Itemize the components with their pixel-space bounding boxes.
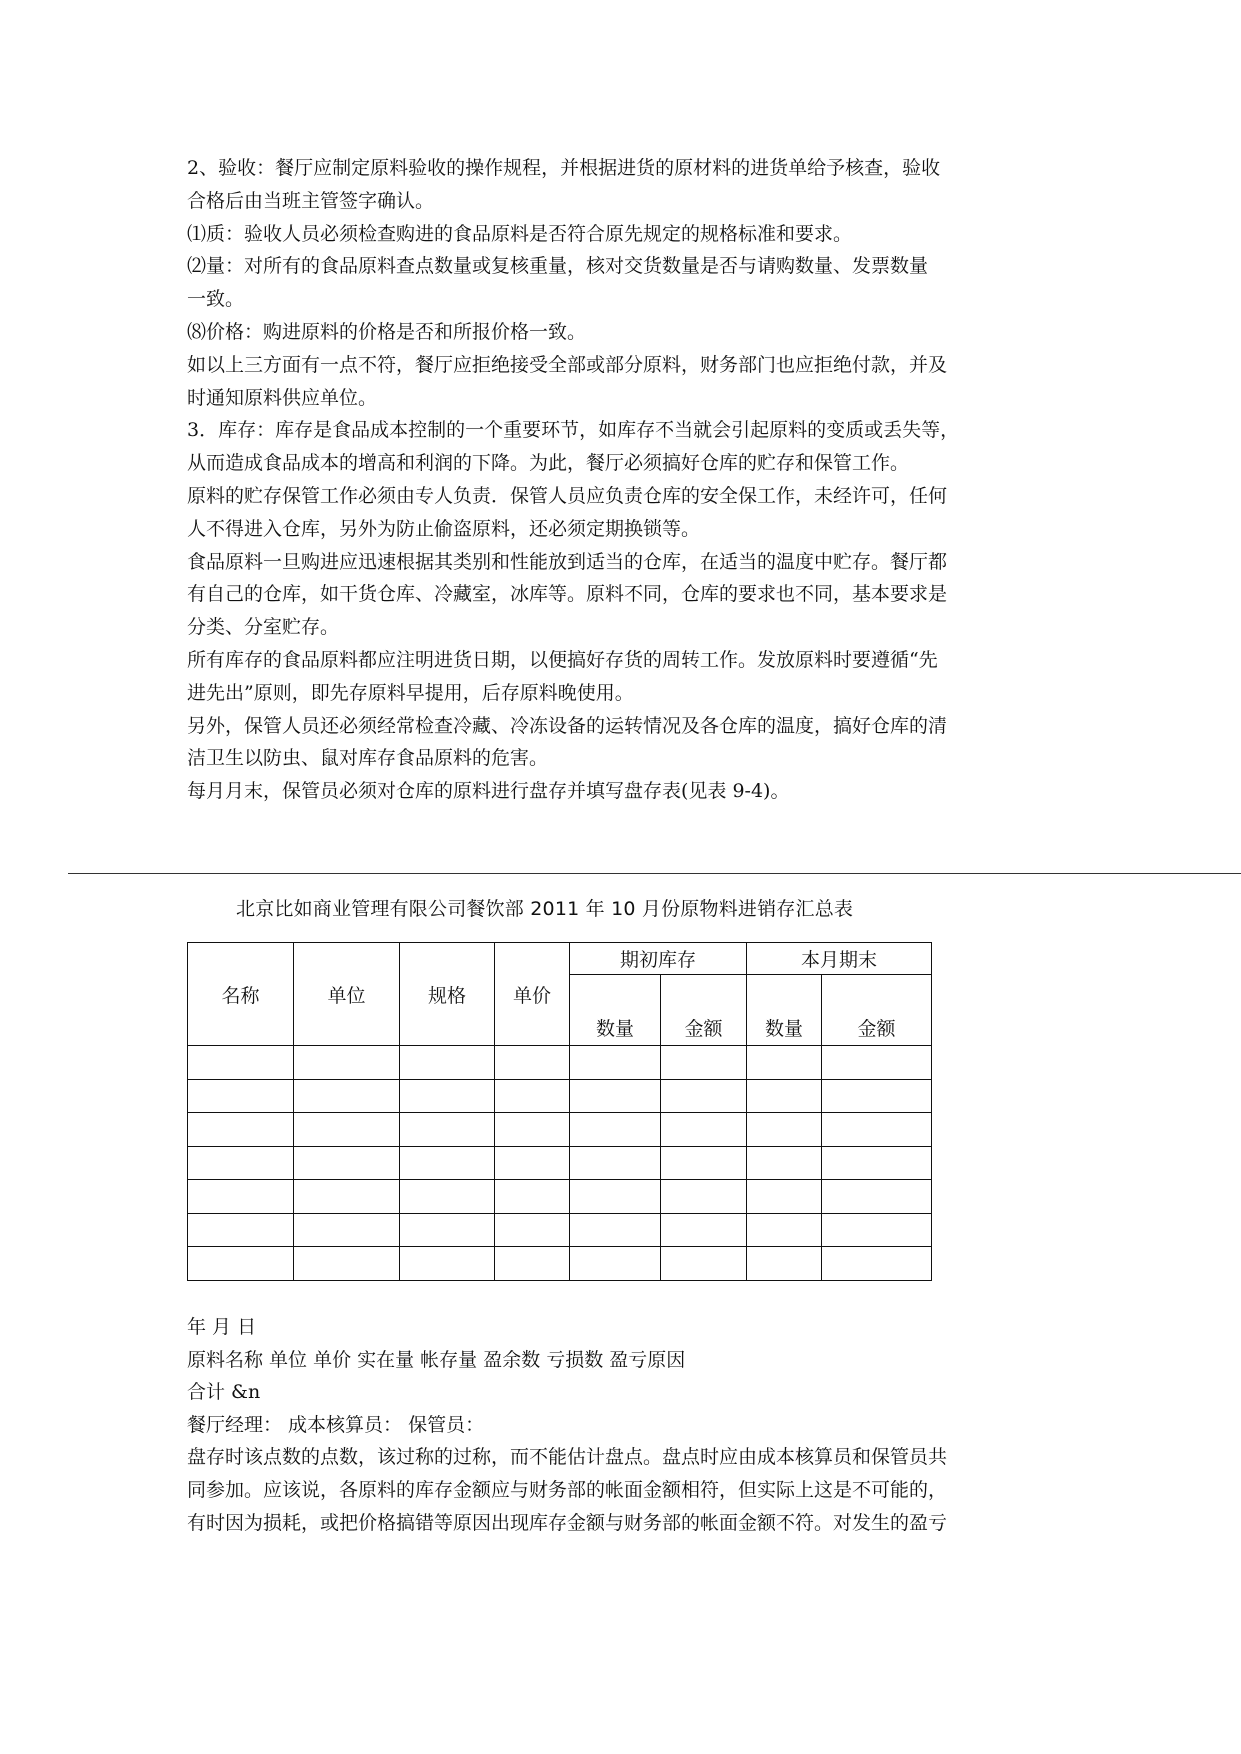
table-cell <box>822 1213 932 1247</box>
table-cell <box>400 1247 495 1281</box>
table-cell <box>570 1213 661 1247</box>
table-cell <box>661 1146 747 1180</box>
header-opening-amount: 金额 <box>661 975 747 1046</box>
table-cell <box>822 1247 932 1281</box>
table-cell <box>294 1046 400 1080</box>
table-cell <box>747 1113 822 1147</box>
header-closing-amount: 金额 <box>822 975 932 1046</box>
table-cell <box>495 1046 570 1080</box>
body-text-bottom <box>187 1311 1067 1539</box>
table-cell <box>747 1180 822 1214</box>
table-cell <box>400 1213 495 1247</box>
table-cell <box>495 1146 570 1180</box>
paragraph-line: ⑵量：对所有的食品原料查点数量或复核重量，核对交货数量是否与请购数量、发票数量 <box>187 255 929 278</box>
header-unit-price: 单价 <box>495 943 570 1046</box>
table-cell <box>747 1046 822 1080</box>
table-row <box>188 1213 932 1247</box>
table-row <box>188 1046 932 1080</box>
paragraph-line: 有自己的仓库，如干货仓库、冷藏室，冰库等。原料不同，仓库的要求也不同，基本要求是 <box>187 583 948 606</box>
table-cell <box>294 1113 400 1147</box>
table-cell <box>188 1146 294 1180</box>
table-cell <box>570 1146 661 1180</box>
table-title: 北京比如商业管理有限公司餐饮部 2011 年 10 月份原物料进销存汇总表 <box>236 898 854 920</box>
table-cell <box>188 1113 294 1147</box>
header-closing-quantity: 数量 <box>747 975 822 1046</box>
paragraph-line: 分类、分室贮存。 <box>187 616 340 639</box>
paragraph-line: 另外，保管人员还必须经常检查冷藏、冷冻设备的运转情况及各仓库的温度，搞好仓库的清 <box>187 714 948 737</box>
paragraph-line: 食品原料一旦购进应迅速根据其类别和性能放到适当的仓库，在适当的温度中贮存。餐厅都 <box>187 550 948 573</box>
header-opening-stock: 期初库存 <box>570 943 747 975</box>
table-row <box>188 1113 932 1147</box>
table-cell <box>822 1180 932 1214</box>
table-cell <box>294 1180 400 1214</box>
table-cell <box>495 1113 570 1147</box>
paragraph-line: 一致。 <box>187 288 245 311</box>
inventory-summary-table <box>187 942 932 1281</box>
table-cell <box>294 1146 400 1180</box>
table-cell <box>661 1046 747 1080</box>
table-cell <box>747 1079 822 1113</box>
table-cell <box>570 1113 661 1147</box>
table-cell <box>661 1113 747 1147</box>
table-cell <box>188 1247 294 1281</box>
signature-line: 餐厅经理： 成本核算员： 保管员： <box>187 1413 485 1436</box>
table-row <box>188 1247 932 1281</box>
header-name: 名称 <box>188 943 294 1046</box>
paragraph-line: 从而造成食品成本的增高和利润的下降。为此，餐厅必须搞好仓库的贮存和保管工作。 <box>187 452 910 475</box>
table-cell <box>747 1146 822 1180</box>
paragraph-line: ⑻价格：购进原料的价格是否和所报价格一致。 <box>187 320 587 343</box>
header-unit: 单位 <box>294 943 400 1046</box>
table-cell <box>570 1247 661 1281</box>
paragraph-line: 同参加。应该说，各原料的库存金额应与财务部的帐面金额相符，但实际上这是不可能的， <box>187 1478 948 1501</box>
paragraph-line: 进先出”原则，即先存原料早提用，后存原料晚使用。 <box>187 681 634 704</box>
table-cell <box>495 1247 570 1281</box>
table-cell <box>822 1046 932 1080</box>
table-cell <box>661 1180 747 1214</box>
table-cell <box>188 1213 294 1247</box>
table-cell <box>822 1079 932 1113</box>
paragraph-line: 人不得进入仓库，另外为防止偷盗原料，还必须定期换锁等。 <box>187 517 701 540</box>
table-cell <box>747 1247 822 1281</box>
table-row <box>188 1180 932 1214</box>
table-cell <box>400 1146 495 1180</box>
table-cell <box>661 1079 747 1113</box>
inventory-fields-line: 原料名称 单位 单价 实在量 帐存量 盈余数 亏损数 盈亏原因 <box>187 1348 686 1371</box>
paragraph-line: 原料的贮存保管工作必须由专人负责．保管人员应负责仓库的安全保工作，未经许可，任何 <box>187 484 948 507</box>
paragraph-line: ⑴质：验收人员必须检查购进的食品原料是否符合原先规定的规格标准和要求。 <box>187 222 853 245</box>
table-cell <box>294 1079 400 1113</box>
table-cell <box>188 1079 294 1113</box>
table-cell <box>400 1113 495 1147</box>
table-cell <box>495 1213 570 1247</box>
table-cell <box>400 1079 495 1113</box>
date-line: 年 月 日 <box>187 1316 257 1338</box>
paragraph-line: 合格后由当班主管签字确认。 <box>187 189 435 212</box>
total-line: 合计 &n <box>187 1381 261 1404</box>
horizontal-divider <box>68 873 1241 874</box>
table-cell <box>294 1247 400 1281</box>
paragraph-line: 时通知原料供应单位。 <box>187 386 378 409</box>
table-cell <box>495 1180 570 1214</box>
table-cell <box>661 1247 747 1281</box>
table-cell <box>495 1079 570 1113</box>
table-cell <box>747 1213 822 1247</box>
paragraph-line: 如以上三方面有一点不符，餐厅应拒绝接受全部或部分原料，财务部门也应拒绝付款，并及 <box>187 353 948 376</box>
paragraph-line: 盘存时该点数的点数，该过称的过称，而不能估计盘点。盘点时应由成本核算员和保管员共 <box>187 1446 948 1469</box>
table-cell <box>400 1046 495 1080</box>
table-cell <box>294 1213 400 1247</box>
paragraph-line: 3．库存：库存是食品成本控制的一个重要环节，如库存不当就会引起原料的变质或丢失等， <box>187 419 960 442</box>
table-cell <box>570 1079 661 1113</box>
table-header-row <box>188 943 932 975</box>
header-closing-stock: 本月期末 <box>747 943 932 975</box>
header-opening-quantity: 数量 <box>570 975 661 1046</box>
table-cell <box>661 1213 747 1247</box>
table-row <box>188 1079 932 1113</box>
table-cell <box>822 1146 932 1180</box>
table-row <box>188 1146 932 1180</box>
paragraph-line: 所有库存的食品原料都应注明进货日期，以便搞好存货的周转工作。发放原料时要遵循“先 <box>187 648 938 671</box>
paragraph-line: 有时因为损耗，或把价格搞错等原因出现库存金额与财务部的帐面金额不符。对发生的盈亏 <box>187 1511 948 1534</box>
table-cell <box>400 1180 495 1214</box>
header-spec: 规格 <box>400 943 495 1046</box>
table-cell <box>822 1113 932 1147</box>
paragraph-line: 每月月末，保管员必须对仓库的原料进行盘存并填写盘存表(见表 9-4)。 <box>187 780 790 803</box>
table-cell <box>570 1180 661 1214</box>
paragraph-line: 洁卫生以防虫、鼠对库存食品原料的危害。 <box>187 747 549 770</box>
table-cell <box>188 1046 294 1080</box>
body-text-top <box>187 152 1067 808</box>
paragraph-line: 2、验收：餐厅应制定原料验收的操作规程，并根据进货的原材料的进货单给予核查，验收 <box>187 157 941 179</box>
table-cell <box>570 1046 661 1080</box>
table-cell <box>188 1180 294 1214</box>
